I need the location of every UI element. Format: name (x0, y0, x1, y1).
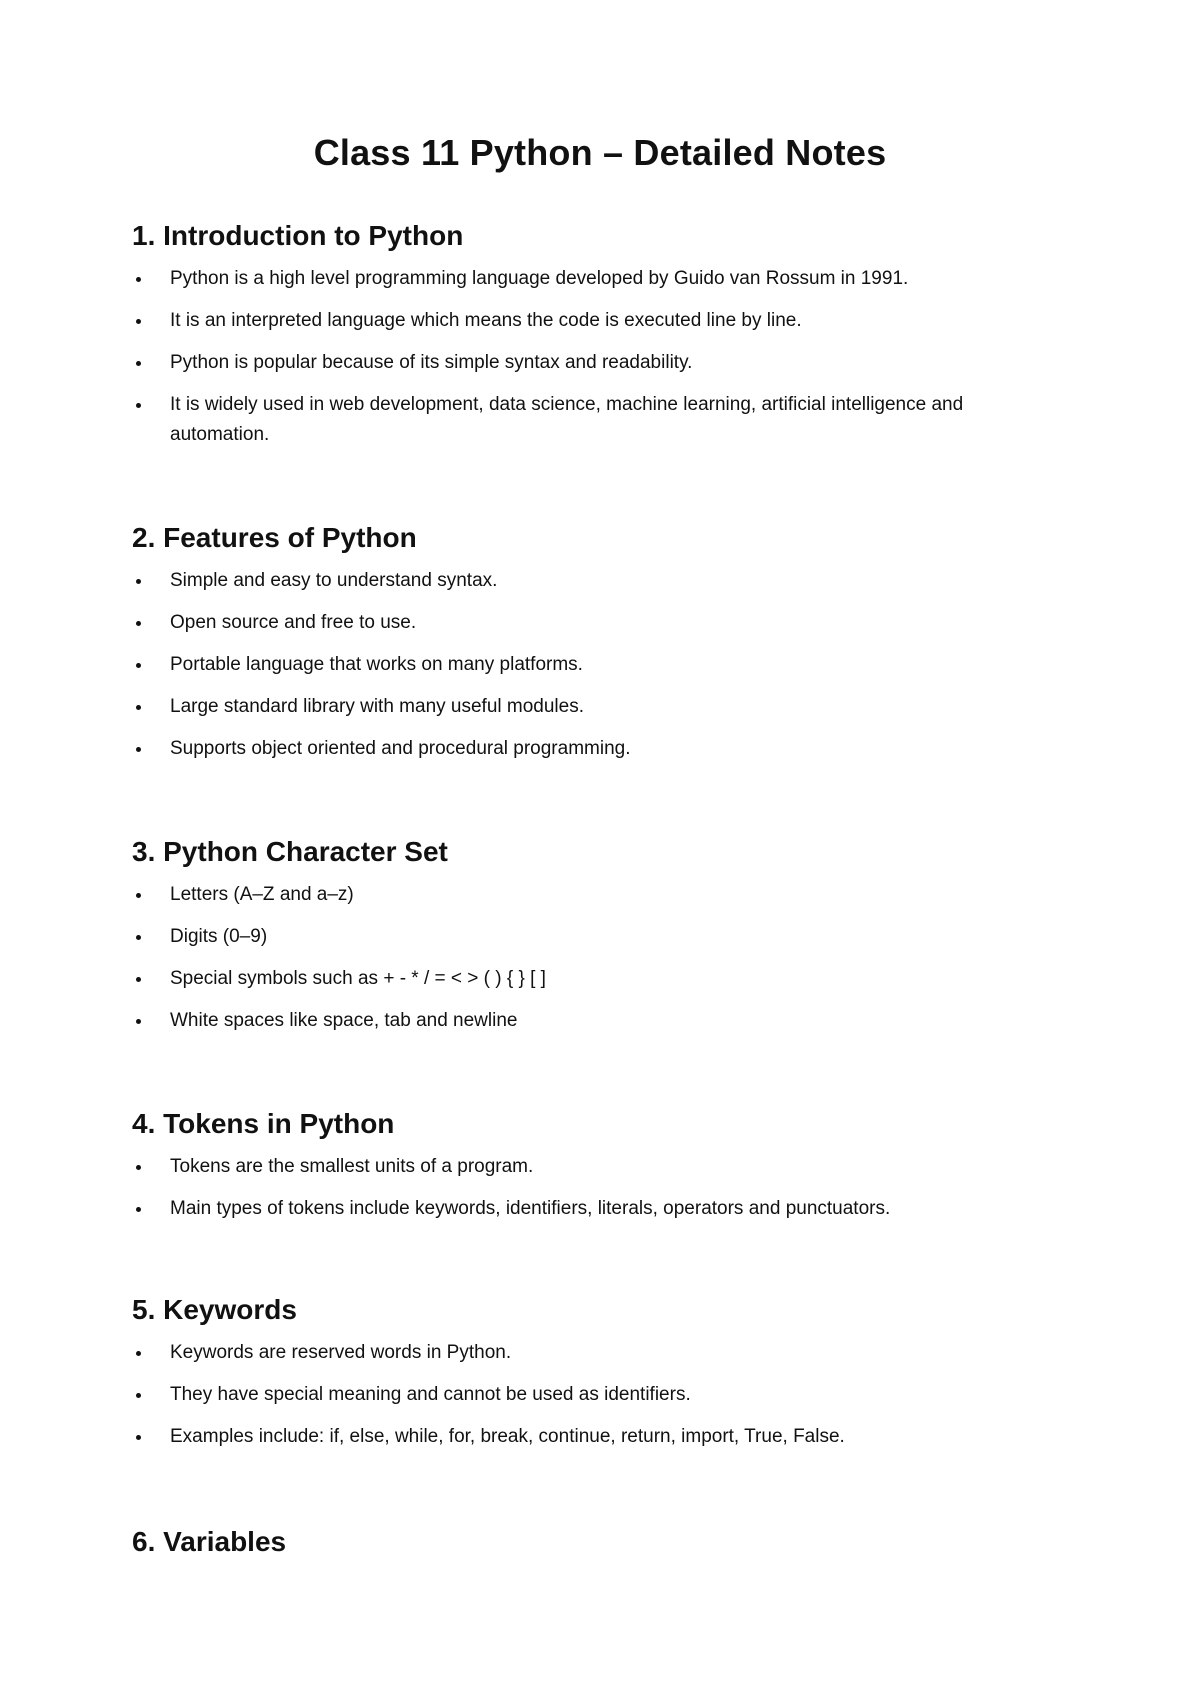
section-heading: 1. Introduction to Python (132, 220, 464, 251)
bullet-icon (136, 1207, 141, 1212)
list-item (132, 264, 1032, 294)
list-item (132, 922, 1032, 952)
list-item (132, 650, 1032, 680)
document-title: Class 11 Python – Detailed Notes (313, 132, 887, 173)
bullet-icon (136, 403, 141, 408)
list-item-text: Keywords are reserved words in Python. (170, 1342, 512, 1363)
bullet-icon (136, 319, 141, 324)
bullet-list (132, 1152, 1032, 1224)
bullet-list (132, 880, 1032, 1036)
bullet-icon (136, 1019, 141, 1024)
list-item-text: Main types of tokens include keywords, identifiers, literals, operators and punctuators. (170, 1198, 891, 1219)
list-item-text: Open source and free to use. (170, 612, 417, 633)
list-item (132, 1006, 1032, 1036)
bullet-list (132, 566, 1032, 764)
bullet-icon (136, 663, 141, 668)
section-introduction (132, 218, 1032, 462)
list-item-text: It is an interpreted language which means the code is executed line by line. (170, 310, 802, 331)
bullet-icon (136, 977, 141, 982)
section-heading: 3. Python Character Set (132, 836, 448, 867)
section-heading: 2. Features of Python (132, 522, 417, 553)
bullet-icon (136, 1435, 141, 1440)
bullet-icon (136, 893, 141, 898)
list-item (132, 390, 1032, 450)
section-keywords (132, 1292, 1032, 1464)
list-item-text: Simple and easy to understand syntax. (170, 570, 498, 591)
list-item (132, 1194, 1032, 1224)
list-item (132, 964, 1032, 994)
list-item-text: Python is a high level programming language developed by Guido van Rossum in 1991. (170, 268, 909, 289)
bullet-icon (136, 621, 141, 626)
list-item (132, 1422, 1032, 1452)
section-heading: 4. Tokens in Python (132, 1108, 395, 1139)
list-item (132, 306, 1032, 336)
bullet-icon (136, 1393, 141, 1398)
list-item-text: Special symbols such as + - * / = < > ( ) { } [ ] (170, 968, 546, 989)
bullet-icon (136, 935, 141, 940)
list-item-text: Supports object oriented and procedural programming. (170, 738, 631, 759)
list-item-text: Portable language that works on many platforms. (170, 654, 583, 675)
list-item-text: It is widely used in web development, data science, machine learning, artificial intelligence and automation. (170, 394, 964, 445)
bullet-icon (136, 277, 141, 282)
list-item (132, 1338, 1032, 1368)
list-item (132, 1152, 1032, 1182)
section-features (132, 520, 1032, 776)
list-item-text: White spaces like space, tab and newline (170, 1010, 518, 1031)
list-item (132, 1380, 1032, 1410)
list-item-text: Letters (A–Z and a–z) (170, 884, 354, 905)
list-item-text: Python is popular because of its simple syntax and readability. (170, 352, 693, 373)
list-item-text: Digits (0–9) (170, 926, 268, 947)
list-item (132, 734, 1032, 764)
list-item-text: Tokens are the smallest units of a program. (170, 1156, 534, 1177)
section-heading: 6. Variables (132, 1526, 287, 1557)
list-item-text: They have special meaning and cannot be used as identifiers. (170, 1384, 691, 1405)
bullet-list (132, 264, 1032, 450)
list-item (132, 692, 1032, 722)
bullet-icon (136, 1165, 141, 1170)
section-heading: 5. Keywords (132, 1294, 297, 1325)
bullet-icon (136, 1351, 141, 1356)
section-character-set (132, 834, 1032, 1048)
list-item (132, 566, 1032, 596)
bullet-icon (136, 579, 141, 584)
list-item (132, 608, 1032, 638)
bullet-icon (136, 361, 141, 366)
section-tokens (132, 1106, 1032, 1236)
list-item-text: Examples include: if, else, while, for, break, continue, return, import, True, False. (170, 1426, 845, 1447)
bullet-icon (136, 705, 141, 710)
bullet-icon (136, 747, 141, 752)
list-item (132, 880, 1032, 910)
list-item-text: Large standard library with many useful modules. (170, 696, 584, 717)
list-item (132, 348, 1032, 378)
section-variables (132, 1524, 1032, 1560)
bullet-list (132, 1338, 1032, 1452)
